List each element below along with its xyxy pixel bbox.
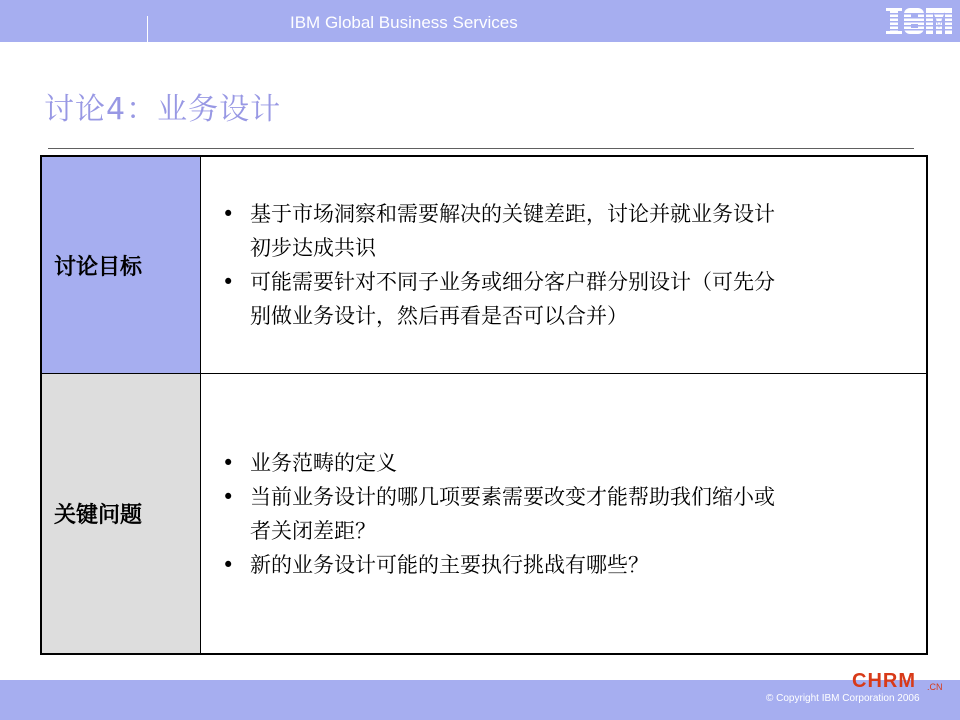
watermark-logo: CHRM (852, 670, 916, 692)
header-divider (147, 16, 148, 42)
bullet-text: 基于市场洞察和需要解决的关键差距，讨论并就业务设计 初步达成共识 (250, 202, 775, 260)
bullet-item (222, 197, 918, 265)
table-row-goal (42, 157, 926, 374)
header-bar (0, 0, 960, 42)
bullet-item (222, 265, 918, 333)
copyright-text: © Copyright IBM Corporation 2006 (766, 693, 920, 704)
row-label-goal: 讨论目标 (42, 157, 201, 373)
watermark-suffix: .CN (927, 682, 943, 692)
bullet-text: 可能需要针对不同子业务或细分客户群分别设计（可先分 别做业务设计，然后再看是否可以合并） (250, 270, 775, 328)
bullet-text: 当前业务设计的哪几项要素需要改变才能帮助我们缩小或 者关闭差距？ (250, 484, 775, 543)
bullet-glyph: • (222, 484, 235, 509)
bullet-text: 新的业务设计可能的主要执行挑战有哪些？ (250, 552, 649, 577)
bullet-item (222, 548, 918, 582)
bullet-glyph: • (222, 552, 235, 577)
bullet-glyph: • (222, 450, 235, 475)
bullet-item (222, 446, 918, 480)
bullet-glyph: • (222, 202, 235, 226)
slide-title: 讨论4：业务设计 (44, 92, 282, 127)
row-body-goal (202, 157, 926, 373)
row-body-questions (202, 374, 926, 653)
row-label-questions: 关键问题 (42, 374, 201, 653)
ibm-logo-icon (884, 4, 954, 36)
table-row-questions (42, 374, 926, 653)
title-divider (48, 148, 914, 149)
company-name: IBM Global Business Services (290, 13, 518, 32)
discussion-table (40, 155, 928, 655)
bullet-glyph: • (222, 270, 235, 294)
bullet-text: 业务范畴的定义 (250, 450, 397, 475)
bullet-item (222, 480, 918, 548)
